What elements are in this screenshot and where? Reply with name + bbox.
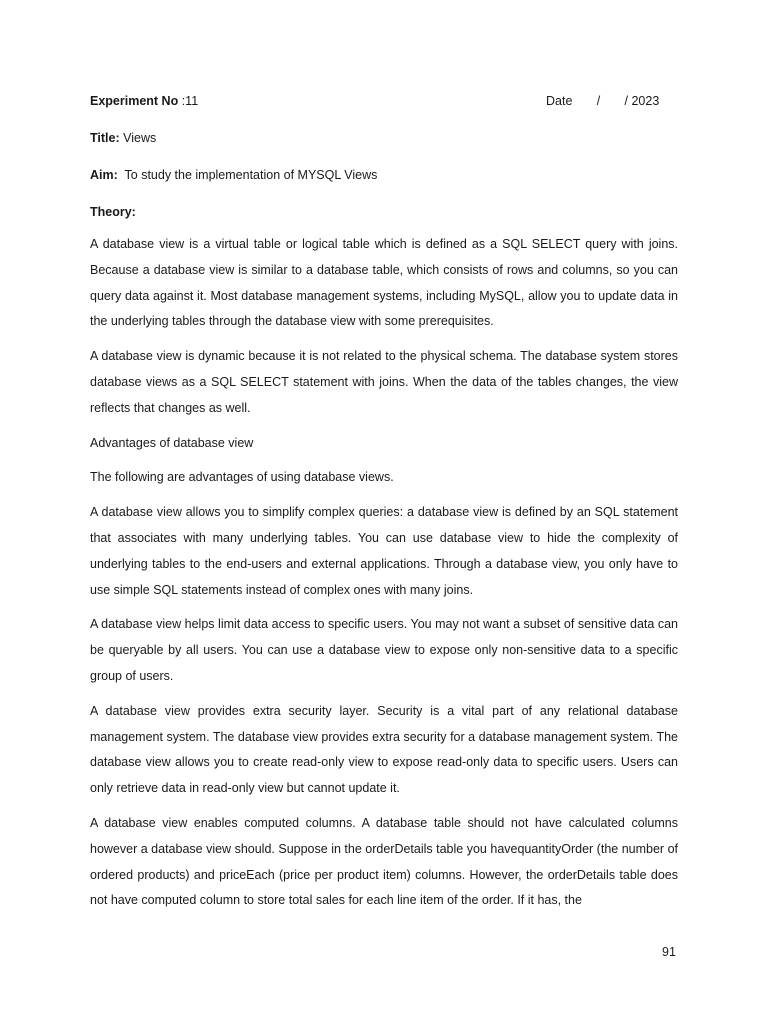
page-number: 91 bbox=[662, 945, 676, 959]
paragraph-computed-columns: A database view enables computed columns. A database table should not have calculated columns however a database view should. Suppose in the orderDetails table you havequantityOrder (the number of ordered products) and priceEach (price per product item) columns. However, the orderDetails table does not have computed column to store total sales for each line item of the order. If it has, the bbox=[90, 815, 678, 908]
title-label: Title: bbox=[90, 131, 120, 145]
date-field bbox=[546, 91, 659, 111]
paragraph-security-layer: A database view provides extra security layer. Security is a vital part of any relational database management system. The database view provides extra security for a database management system. The database view allows you to create read-only view to expose read-only data to specific users. Users can only retrieve data in read-only view but cannot update it. bbox=[90, 703, 678, 796]
page-content bbox=[90, 91, 678, 914]
theory-heading: Theory: bbox=[90, 205, 136, 219]
paragraph-simplify-queries: A database view allows you to simplify complex queries: a database view is defined by an SQL statement that associates with many underlying tables. You can use database view to hide the complexity of underlying tables to the end-users and external applications. Through a database view, you only have to use simple SQL statements instead of complex ones with many joins. bbox=[90, 505, 678, 597]
paragraph-view-dynamic: A database view is dynamic because it is not related to the physical schema. The database system stores database views as a SQL SELECT statement with joins. When the data of the tables changes, the view reflects that changes as well. bbox=[90, 349, 678, 415]
aim-label: Aim: bbox=[90, 168, 118, 182]
experiment-label: Experiment No bbox=[90, 94, 179, 108]
date-separator: / bbox=[596, 94, 601, 108]
experiment-header bbox=[90, 91, 678, 111]
paragraph-limit-access: A database view helps limit data access to specific users. You may not want a subset of sensitive data can be queryable by all users. You can use a database view to expose only non-sensitive data to a specific group of users. bbox=[90, 617, 678, 683]
title-value: Views bbox=[123, 131, 157, 145]
paragraph-view-definition: A database view is a virtual table or logical table which is defined as a SQL SELECT query with joins. Because a database view is similar to a database table, which consists of rows and columns, so you can query data against it. Most database management systems, including MySQL, allow you to update data in the underlying tables through the database view with some prerequisites. bbox=[90, 237, 678, 329]
date-year: / 2023 bbox=[624, 94, 660, 108]
experiment-number: :11 bbox=[181, 94, 199, 108]
aim-line bbox=[90, 165, 678, 185]
section-heading-advantages: Advantages of database view bbox=[90, 435, 254, 450]
paragraph-advantages-intro: The following are advantages of using database views. bbox=[90, 470, 394, 485]
title-line bbox=[90, 128, 678, 148]
aim-value: To study the implementation of MYSQL Views bbox=[124, 168, 378, 182]
date-label: Date bbox=[546, 94, 573, 108]
